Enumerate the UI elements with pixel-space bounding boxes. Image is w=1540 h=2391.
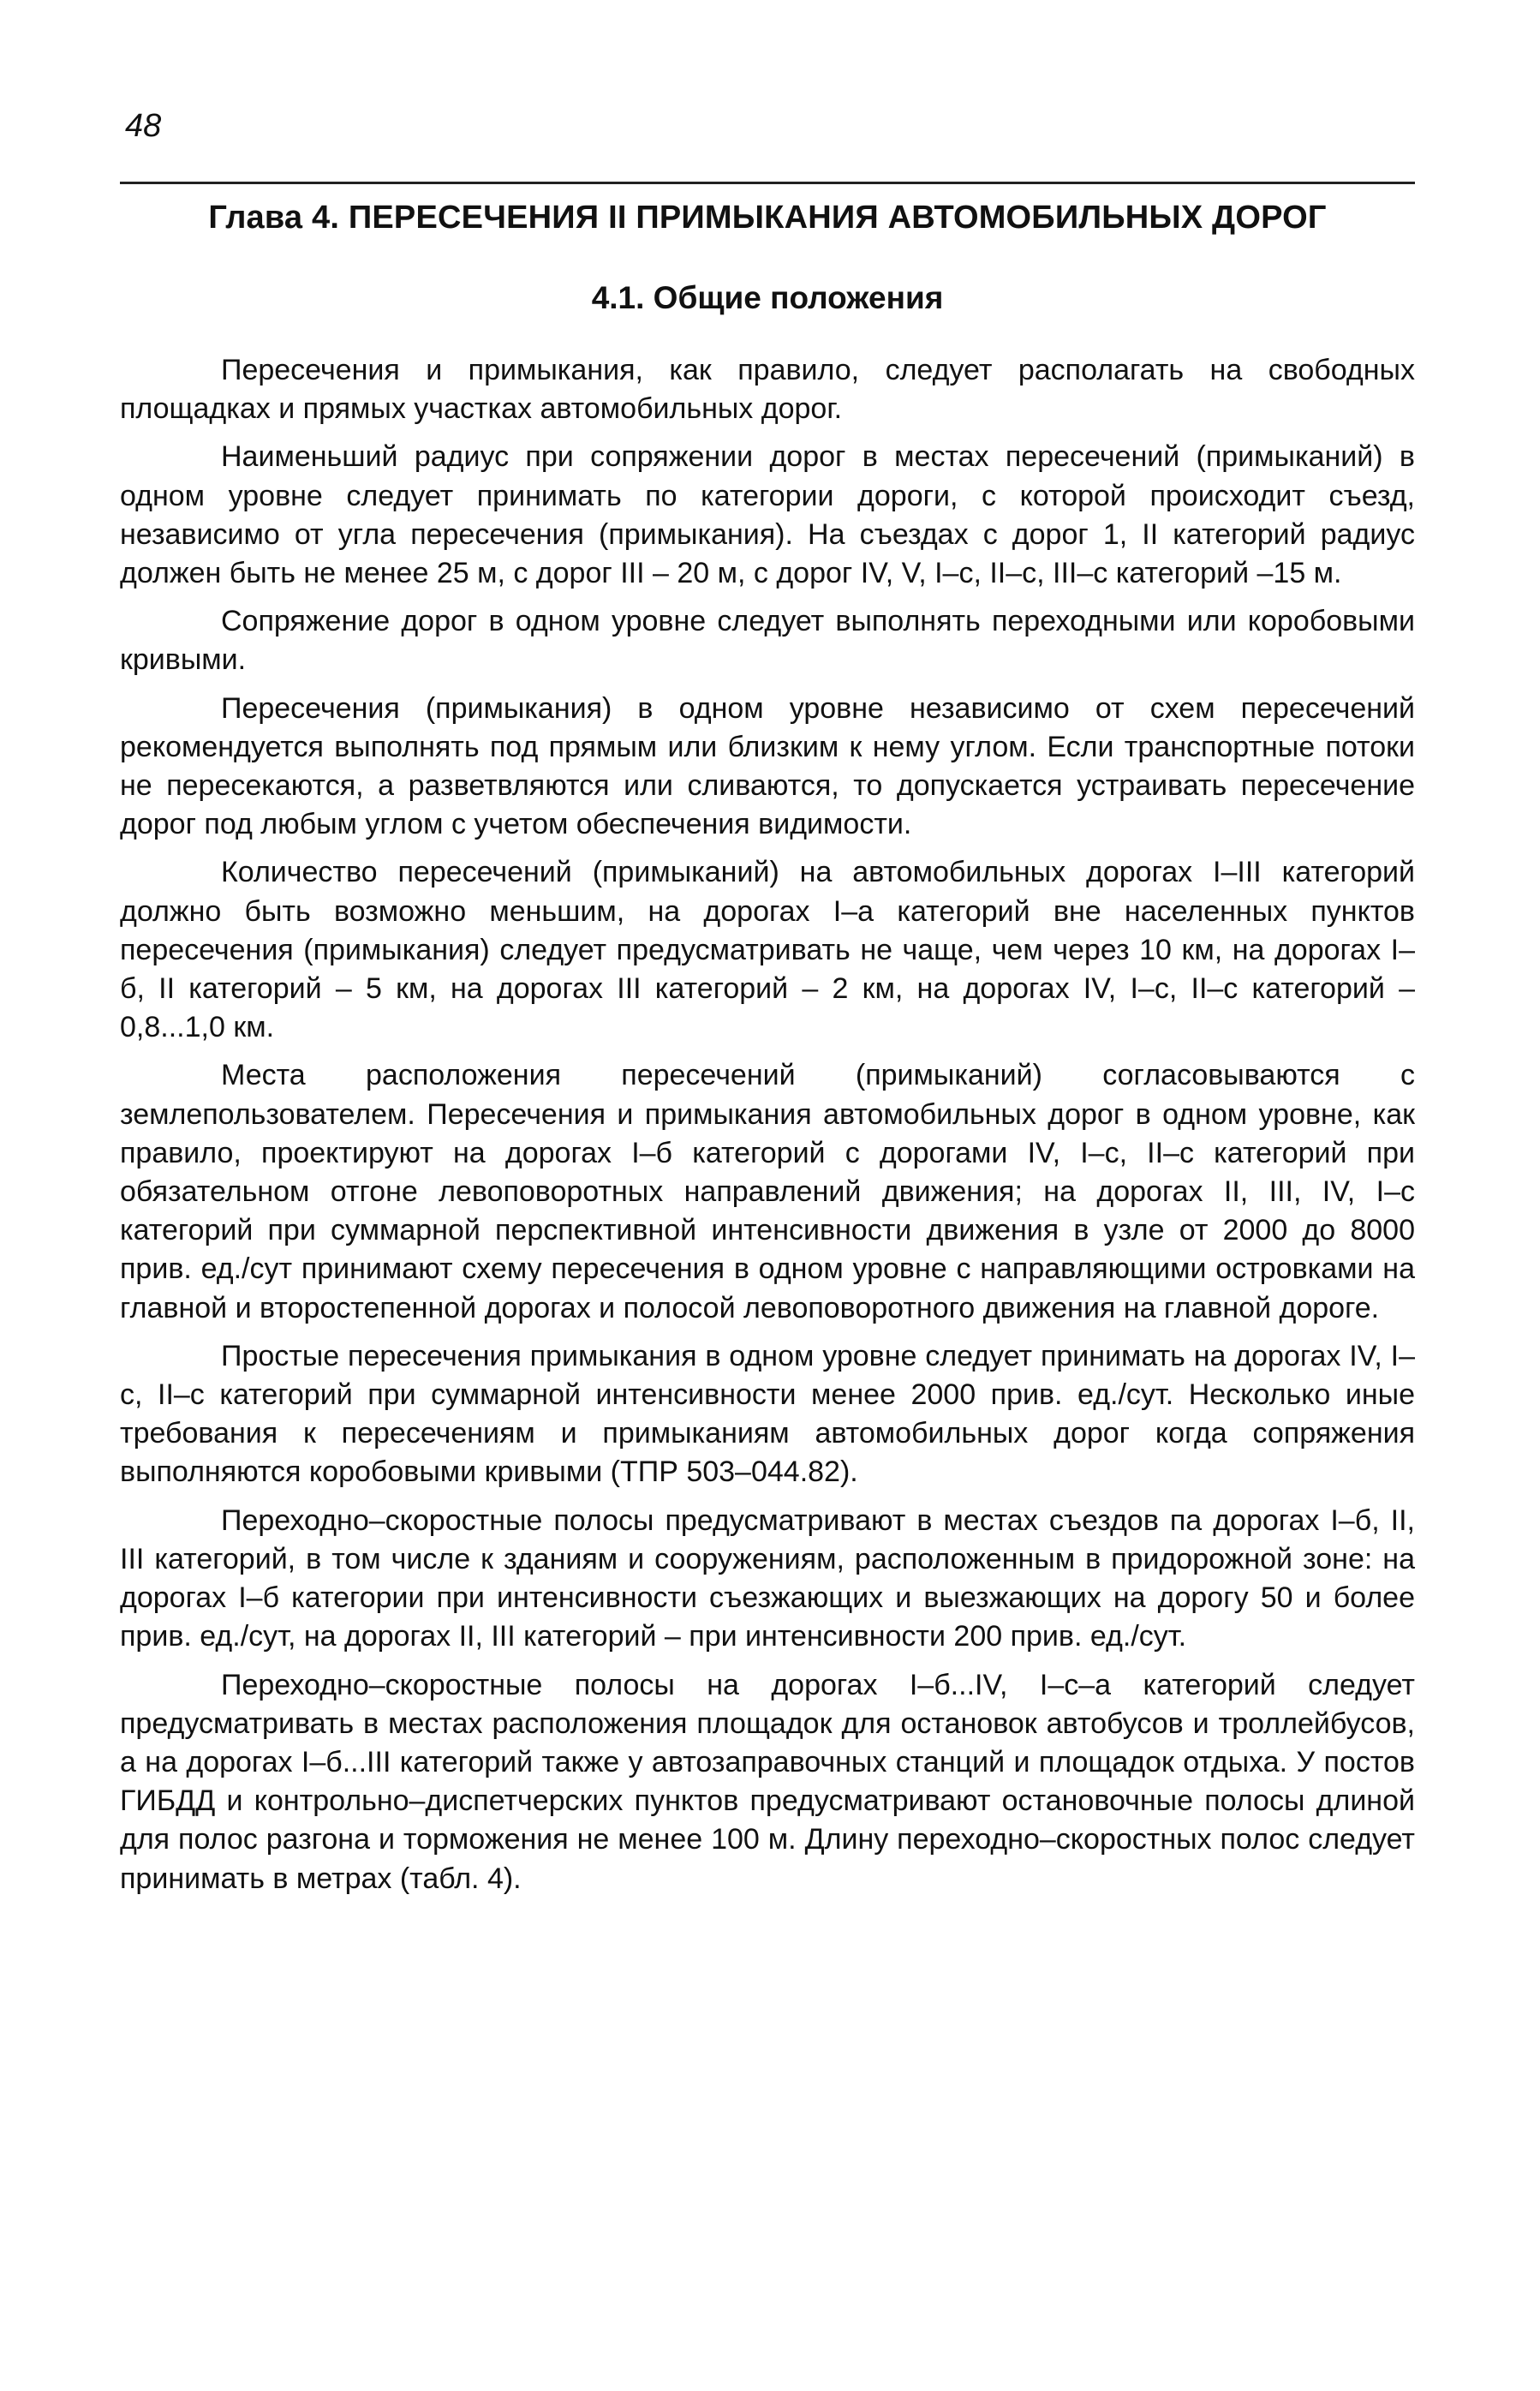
paragraph: Пересечения и примыкания, как правило, следует располагать на свободных площадках и прямых участках автомобильных дорог.: [120, 354, 1415, 426]
paragraph: Простые пересечения примыкания в одном уровне следует принимать на дорогах IV, I–с, II–с категорий при суммарной интенсивности менее 2000 прив. ед./сут. Несколько иные требования к пересечениям и примыканиям автомобильных дорог когда сопряжения выполняются коробовыми кривыми (ТПР 503–044.82).: [120, 1339, 1415, 1489]
section-title: 4.1. Общие положения: [591, 280, 944, 315]
header-rule: [120, 182, 1415, 184]
paragraph: Сопряжение дорог в одном уровне следует выполнять переходными или коробовыми кривыми.: [120, 605, 1415, 677]
paragraph: Переходно–скоростные полосы предусматривают в местах съездов па дорогах I–б, II, III категорий, в том числе к зданиям и сооружениям, расположенным в придорожной зоне: на дорогах I–б категории при интенсивности съезжающих и выезжающих на дорогу 50 и более прив. ед./сут, на дорогах II, III категорий – при интенсивности 200 прив. ед./сут.: [120, 1503, 1415, 1653]
paragraph: Наименьший радиус при сопряжении дорог в местах пересечений (примыканий) в одном уровне следует принимать по категории дороги, с которой происходит съезд, независимо от угла пересечения (примыкания). На съездах с дорог 1, II категорий радиус должен быть не менее 25 м, с дорог III – 20 м, с дорог IV, V, I–с, II–с, III–с категорий –15 м.: [120, 440, 1415, 590]
paragraph: Пересечения (примыкания) в одном уровне независимо от схем пересечений рекомендуется выполнять под прямым или близким к нему углом. Если транспортные потоки не пересекаются, а разветвляются или сливаются, то допускается устраивать пересечение дорог под любым углом с учетом обеспечения видимости.: [120, 691, 1415, 841]
paragraph: Места расположения пересечений (примыканий) согласовываются с землепользователем. Пересечения и примыкания автомобильных дорог в одном уровне, как правило, проектируют на дорогах I–б категорий с дорогами IV, I–с, II–с категорий при обязательном отгоне левоповоротных направлений движения; на дорогах II, III, IV, I–с категорий при суммарной перспективной интенсивности движения в узле от 2000 до 8000 прив. ед./сут принимают схему пересечения в одном уровне с направляющими островками на главной и второстепенной дорогах и полосой левоповоротного движения на главной дороге.: [120, 1059, 1415, 1324]
chapter-title: Глава 4. ПЕРЕСЕЧЕНИЯ II ПРИМЫКАНИЯ АВТОМОБИЛЬНЫХ ДОРОГ: [208, 200, 1327, 236]
body-text: [120, 351, 1415, 1908]
paragraph: Количество пересечений (примыканий) на автомобильных дорогах I–III категорий должно быть возможно меньшим, на дорогах I–а категорий вне населенных пунктов пересечения (примыкания) следует предусматривать не чаще, чем через 10 км, на дорогах I–б, II категорий – 5 км, на дорогах III категорий – 2 км, на дорогах IV, I–с, II–с категорий – 0,8...1,0 км.: [120, 856, 1415, 1044]
paragraph: Переходно–скоростные полосы на дорогах I–б...IV, I–с–а категорий следует предусматривать в местах расположения площадок для остановок автобусов и троллейбусов, а на дорогах I–б...III категорий также у автозаправочных станций и площадок отдыха. У постов ГИБДД и контрольно–диспетчерских пунктов предусматривают остановочные полосы длиной для полос разгона и торможения не менее 100 м. Длину переходно–скоростных полос следует принимать в метрах (табл. 4).: [120, 1668, 1415, 1895]
page-number: 48: [125, 108, 162, 144]
